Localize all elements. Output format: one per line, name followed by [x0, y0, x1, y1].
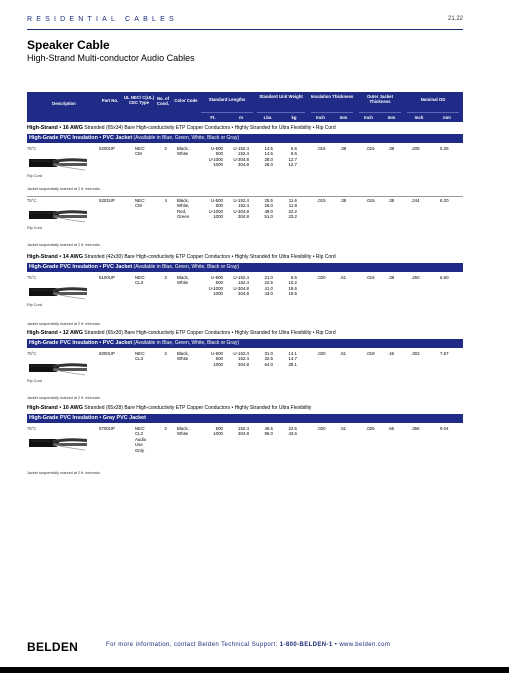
cell-line: 500 [215, 280, 223, 286]
table-cell-od-in [411, 426, 420, 431]
table-cell-od-mm [440, 426, 449, 431]
table-cell-ins-in [317, 275, 326, 280]
rip-cord-label: Rip Cord [27, 303, 42, 307]
section-band [27, 263, 463, 272]
cell-line: 1000 [213, 431, 223, 437]
section-gauge: High-Strand • 16 AWG [27, 125, 83, 131]
header-subrule [311, 112, 353, 113]
col-color-code: Color Code [174, 98, 198, 103]
cell-line: White [177, 280, 189, 286]
cell-line: 22.5 [264, 280, 273, 286]
cell-line: 4 [164, 198, 167, 203]
cable-illustration [29, 283, 89, 301]
table-cell-ins-mm [340, 198, 346, 203]
rip-cord-label: Rip Cord [27, 379, 42, 383]
cell-line: 152.4 [238, 356, 249, 362]
cell-line: .38 [388, 198, 395, 203]
section-description: Stranded (42x30) Bare High-conductivity ETP Copper Conductors • Highly Stranded for Ultra Flexibility • Rip Cord [84, 254, 336, 260]
cell-line: 1000 [213, 291, 223, 297]
col-jk-inch: Inch [364, 115, 373, 120]
table-cell-cond [127, 198, 167, 203]
table-cell-jk-mm [388, 426, 394, 431]
cell-line: 5200UP [99, 146, 115, 151]
cell-line: 11.6 [288, 198, 297, 203]
table-cell-part [99, 146, 115, 151]
table-cell-od-mm [440, 146, 449, 151]
cell-line: Only [135, 447, 145, 453]
table-cell-kg [257, 351, 297, 367]
cell-line: 49.5 [264, 426, 273, 431]
cell-line: 500 [215, 426, 223, 431]
cell-line: 12.7 [288, 162, 297, 168]
cell-line: U-500 [211, 275, 223, 280]
footer-text: For more information, contact Belden Technical Support: [106, 642, 278, 648]
col-nominal-od: Nominal OD [420, 97, 446, 102]
jacket-marking-note: Jacket sequentially marked at 2 ft. intervals. [27, 322, 101, 326]
section-description: Stranded (65x30) Bare High-conductivity ETP Copper Conductors • Highly Stranded for Ultra Flexibility • Rip Cord [84, 330, 336, 336]
cell-line: .260 [411, 275, 420, 280]
cell-line: U-152.4 [233, 275, 249, 280]
cell-line: 5.28 [440, 146, 449, 151]
table-cell-jk-mm [388, 351, 394, 356]
table-cell-od-in [411, 351, 420, 356]
col-unit-weight: Standard Unit Weight [259, 94, 303, 99]
col-ins-mm: mm [339, 115, 348, 120]
cable-illustration [29, 359, 89, 377]
cell-line: 2 [164, 426, 167, 431]
section-description: Stranded (65x34) Bare High-conductivity ETP Copper Conductors • Highly Stranded for Ultra Flexibility • Rip Cord [84, 125, 336, 131]
table-cell-cond [127, 146, 167, 151]
cell-line: NEC: [135, 351, 146, 356]
cell-line: 304.8 [238, 214, 249, 220]
band-title: High-Grade PVC Insulation • PVC Jacket [29, 135, 133, 141]
cell-line: .015 [366, 198, 375, 203]
cell-line: .38 [388, 275, 395, 280]
table-cell-kg [257, 426, 297, 437]
cell-line: Green [177, 214, 190, 220]
band-title: High-Grade PVC Insulation • PVC Jacket [29, 264, 133, 270]
cable-illustration [29, 434, 89, 452]
cell-line: 5000UP [99, 351, 115, 356]
col-ul-nec: UL NEC/ C(UL) CEC Type [124, 95, 154, 105]
col-insulation: Insulation Thickness [310, 94, 354, 99]
cell-line: U-1000 [208, 208, 223, 214]
temperature-rating: 75°C [27, 275, 37, 280]
section-title [27, 405, 311, 411]
table-cell-ins-in [317, 426, 326, 431]
table-cell-jk-in [366, 275, 375, 280]
cell-line: 304.8 [238, 291, 249, 297]
cell-line: Black, [177, 146, 189, 151]
col-od-inch: Inch [414, 115, 424, 120]
table-cell-od-in [411, 198, 420, 203]
cell-line: White [177, 151, 189, 157]
col-weight-lbs: Lbs. [263, 115, 273, 120]
cell-line: 304.8 [238, 361, 249, 367]
table-cell-ins-in [317, 146, 326, 151]
cell-line: .020 [317, 351, 326, 356]
cell-line: 21.0 [264, 275, 273, 280]
product-section [27, 330, 463, 405]
table-cell-kg [257, 198, 297, 220]
cell-line: Use [135, 442, 143, 448]
col-lengths-m: m [239, 115, 243, 120]
cell-line: .015 [317, 146, 326, 151]
cell-line: 64.0 [264, 361, 273, 367]
cell-line: 5202UP [99, 198, 115, 203]
cell-line: 500 [215, 356, 223, 362]
cell-line: 9.5 [290, 275, 297, 280]
cell-line: CM [135, 151, 142, 157]
cell-line: 10.2 [288, 280, 297, 286]
cell-line: U-152.4 [233, 351, 249, 356]
jacket-marking-note: Jacket sequentially marked at 2 ft. intervals. [27, 396, 101, 400]
cell-line: 304.8 [238, 431, 249, 437]
cell-line: U-500 [211, 351, 223, 356]
header-subrule [201, 112, 253, 113]
table-cell-cond [127, 351, 167, 356]
cell-line: .51 [340, 351, 347, 356]
cell-line: Black, [177, 351, 189, 356]
cell-line: 41.0 [264, 285, 273, 291]
temperature-rating: 75°C [27, 198, 37, 203]
cell-line: NEC: [135, 275, 146, 280]
cell-line: U-1000 [208, 285, 223, 291]
table-cell-ins-in [317, 198, 326, 203]
table-cell-part [99, 198, 115, 203]
cell-line: .018 [366, 351, 375, 356]
cell-line: U-1000 [208, 156, 223, 162]
cell-line: 43.0 [264, 291, 273, 297]
section-band [27, 339, 463, 348]
section-band [27, 414, 463, 423]
section-title [27, 254, 336, 260]
cell-line: 152.4 [238, 203, 249, 209]
section-description: Stranded (65x28) Bare High-conductivity ETP Copper Conductors • Highly Stranded for Ultra Flexibility [84, 405, 312, 411]
table-cell-ins-mm [340, 275, 346, 280]
col-od-mm: mm [443, 115, 451, 120]
cell-line: 28.0 [264, 162, 273, 168]
cell-line: .208 [411, 146, 420, 151]
cell-line: CL3 [135, 280, 144, 286]
table-cell-ins-in [317, 351, 326, 356]
cell-line: .015 [317, 198, 326, 203]
cell-line: 6.20 [440, 198, 449, 203]
cell-line: .38 [388, 146, 395, 151]
header-subrule [257, 112, 305, 113]
table-cell-part [99, 275, 115, 280]
table-cell-jk-mm [388, 275, 394, 280]
cell-line: 22.2 [288, 208, 297, 214]
cell-line: 14.7 [288, 356, 297, 362]
jacket-marking-note: Jacket sequentially marked at 2 ft. intervals. [27, 471, 101, 475]
table-cell-ins-mm [340, 351, 346, 356]
band-title: High-Grade PVC Insulation • PVC Jacket [29, 340, 133, 346]
cell-line: NEC: [135, 426, 146, 431]
cable-illustration [29, 154, 89, 172]
cell-line: 32.5 [264, 356, 273, 362]
table-cell-jk-in [366, 426, 375, 431]
cell-line: 152.4 [238, 151, 249, 157]
cell-line: NEC: [135, 198, 146, 203]
cell-line: Audio [135, 436, 147, 442]
cell-line: .66 [388, 426, 395, 431]
cell-line: U-500 [211, 146, 223, 151]
table-cell-part [99, 426, 115, 431]
footer-phone: 1-800-BELDEN-1 [279, 642, 333, 648]
cell-line: .015 [366, 146, 375, 151]
cell-line: 2 [164, 146, 167, 151]
table-cell-kg [257, 275, 297, 297]
cell-line: 14.5 [264, 146, 273, 151]
cell-line: Black, [177, 275, 189, 280]
section-gauge: High-Strand • 10 AWG [27, 405, 83, 411]
table-cell-od-in [411, 275, 420, 280]
cell-line: 500 [215, 203, 223, 209]
cell-line: 152.4 [238, 426, 249, 431]
product-section [27, 125, 463, 252]
table-header [27, 92, 463, 122]
table-cell-cond [127, 426, 167, 431]
cell-line: 49.0 [264, 208, 273, 214]
product-section [27, 405, 463, 480]
cell-line: .46 [388, 351, 395, 356]
cell-line: Black, [177, 426, 189, 431]
cell-line: CM [135, 203, 142, 209]
cell-line: White [177, 431, 189, 437]
cell-line: 6.6 [290, 146, 297, 151]
col-part-no: Part No. [101, 98, 119, 103]
cell-line: 28.0 [264, 156, 273, 162]
temperature-rating: 75°C [27, 426, 37, 431]
cell-line: 5100UP [99, 275, 115, 280]
cell-line: 304.8 [238, 162, 249, 168]
cell-line: 51.0 [264, 214, 273, 220]
cell-line: 12.7 [288, 156, 297, 162]
col-jk-mm: mm [387, 115, 396, 120]
page-header [27, 14, 463, 28]
table-cell-od-mm [440, 275, 449, 280]
table-cell-od-mm [440, 198, 449, 203]
cell-line: 19.5 [288, 291, 297, 297]
category-label: RESIDENTIAL CABLES [27, 16, 178, 23]
cell-line: 1000 [213, 214, 223, 220]
cell-line: 26.0 [264, 203, 273, 209]
col-no-cond: No. of Cond. [156, 96, 170, 106]
product-section [27, 254, 463, 331]
temperature-rating: 75°C [27, 146, 37, 151]
cell-line: 43.6 [288, 431, 297, 437]
temperature-rating: 75°C [27, 351, 37, 356]
section-title [27, 330, 336, 336]
cell-line: 1000 [213, 361, 223, 367]
cell-line: .020 [317, 275, 326, 280]
cell-line: 9.04 [440, 426, 449, 431]
cell-line: 2 [164, 275, 167, 280]
cell-line: CL2 [135, 431, 144, 437]
cell-line: 96.0 [264, 431, 273, 437]
cell-line: U-304.8 [233, 285, 249, 291]
footer-web: • www.belden.com [334, 642, 391, 648]
cell-line: U-152.4 [233, 198, 249, 203]
belden-logo: BELDEN [27, 640, 79, 654]
band-text: (Available in Blue, Green, White, Black or Gray) [133, 340, 240, 346]
cell-line: CL3 [135, 356, 144, 362]
jacket-marking-note: Jacket sequentially marked at 2 ft. intervals. [27, 243, 101, 247]
header-subrule [407, 112, 459, 113]
jacket-marking-note: Jacket sequentially marked at 2 ft. intervals. [27, 187, 101, 191]
table-cell-jk-in [366, 198, 375, 203]
table-cell-kg [257, 146, 297, 168]
table-cell-jk-in [366, 146, 375, 151]
table-cell-part [99, 351, 115, 356]
table-cell-od-in [411, 146, 420, 151]
cell-line: White, [177, 203, 190, 209]
header-subrule [359, 112, 401, 113]
cell-line: U-500 [211, 198, 223, 203]
cell-line: White [177, 356, 189, 362]
col-outer-jacket: Outer Jacket Thickness [366, 94, 394, 104]
cell-line: .356 [411, 426, 420, 431]
table-cell-jk-mm [388, 198, 394, 203]
cell-line: 1000 [213, 162, 223, 168]
cell-line: 14.5 [264, 151, 273, 157]
section-gauge: High-Strand • 12 AWG [27, 330, 83, 336]
cell-line: .244 [411, 198, 420, 203]
rip-cord-label: Rip Cord [27, 226, 42, 230]
header-divider [27, 29, 463, 30]
table-cell-jk-in [366, 351, 375, 356]
cell-line: 22.5 [288, 426, 297, 431]
band-title: High-Grade PVC Insulation • Gray PVC Jacket [29, 415, 146, 421]
cell-line: 5700UP [99, 426, 115, 431]
cell-line: 500 [215, 151, 223, 157]
cell-line: NEC: [135, 146, 146, 151]
cell-line: .51 [340, 275, 347, 280]
page-subtitle: High-Strand Multi-conductor Audio Cables [27, 53, 195, 63]
cell-line: 29.1 [288, 361, 297, 367]
row-divider [27, 196, 463, 197]
section-title [27, 125, 336, 131]
cell-line: .302 [411, 351, 420, 356]
col-description: Description [52, 101, 76, 106]
cell-line: U-304.8 [233, 156, 249, 162]
cell-line: 25.5 [264, 198, 273, 203]
rip-cord-label: Rip Cord [27, 174, 42, 178]
col-weight-kg: kg [291, 115, 297, 120]
table-cell-od-mm [440, 351, 449, 356]
section-band [27, 134, 463, 143]
cell-line: .015 [366, 275, 375, 280]
cell-line: 18.6 [288, 285, 297, 291]
col-lengths-ft: Ft. [210, 115, 216, 120]
cell-line: 11.8 [288, 203, 297, 209]
band-text: (Available in Blue, Green, White, Black or Gray) [133, 264, 240, 270]
cell-line: 31.0 [264, 351, 273, 356]
section-gauge: High-Strand • 14 AWG [27, 254, 83, 260]
table-cell-jk-mm [388, 146, 394, 151]
cell-line: 23.2 [288, 214, 297, 220]
cell-line: .020 [317, 426, 326, 431]
table-cell-ins-mm [340, 426, 346, 431]
band-text: (Available in Blue, Green, White, Black or Gray) [133, 135, 240, 141]
cell-line: 152.4 [238, 280, 249, 286]
table-cell-ins-mm [340, 146, 346, 151]
cell-line: 6.6 [290, 151, 297, 157]
cell-line: 14.1 [288, 351, 297, 356]
page-number: 21.22 [447, 16, 463, 22]
cell-line: .026 [366, 426, 375, 431]
footer-contact [106, 642, 390, 648]
cell-line: .38 [340, 198, 347, 203]
bottom-bar [0, 667, 509, 673]
cable-illustration [29, 206, 89, 224]
col-ins-inch: Inch [316, 115, 325, 120]
cell-line: .38 [340, 146, 347, 151]
col-standard-lengths: Standard Lengths [208, 97, 246, 102]
cell-line: 7.67 [440, 351, 449, 356]
cell-line: Red, [177, 208, 187, 214]
cell-line: .51 [340, 426, 347, 431]
cell-line: U-304.8 [233, 208, 249, 214]
cell-line: Black, [177, 198, 189, 203]
table-cell-cond [127, 275, 167, 280]
cell-line: 2 [164, 351, 167, 356]
cell-line: 6.60 [440, 275, 449, 280]
page-title: Speaker Cable [27, 38, 110, 52]
cell-line: U-152.4 [233, 146, 249, 151]
